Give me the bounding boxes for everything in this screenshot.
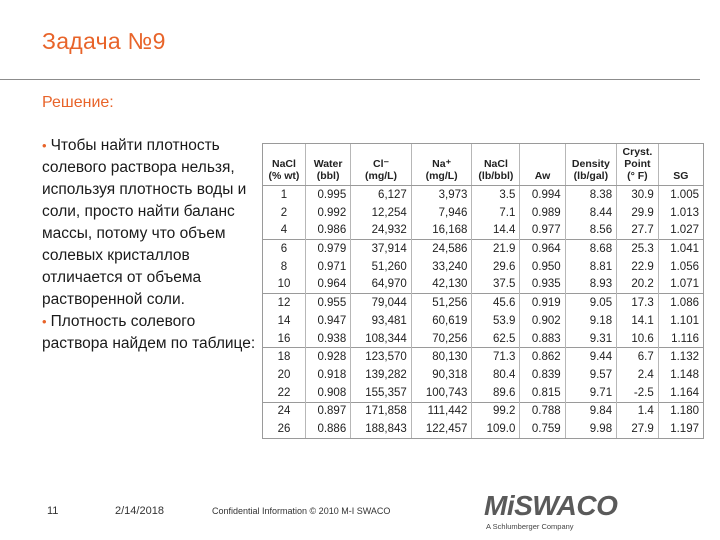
table-cell: 0.964 xyxy=(520,240,565,258)
table-cell: 0.788 xyxy=(520,402,565,420)
table-cell: 0.815 xyxy=(520,384,565,402)
paragraph-2 xyxy=(42,311,262,355)
table-cell: 24 xyxy=(263,402,305,420)
table-cell: 64,970 xyxy=(351,276,412,294)
table-cell: 1.005 xyxy=(658,186,703,204)
table-cell: 8 xyxy=(280,260,288,273)
table-cell: 62.5 xyxy=(472,330,520,348)
table-cell: 10.6 xyxy=(617,330,659,348)
table-cell: -2.5 xyxy=(617,384,659,402)
table-row xyxy=(263,312,703,330)
table-cell: 1.148 xyxy=(658,366,703,384)
table-cell: 0.839 xyxy=(520,366,565,384)
table-cell: 33,240 xyxy=(411,258,472,276)
table-cell: 29.9 xyxy=(617,204,659,222)
table-cell: 0.964 xyxy=(305,276,350,294)
table-cell: 14.4 xyxy=(472,221,520,239)
table-row xyxy=(263,402,703,420)
table-cell: 9.05 xyxy=(565,294,616,312)
table-cell: 108,344 xyxy=(351,330,412,348)
table-cell: 16,168 xyxy=(411,221,472,239)
table-header-row xyxy=(263,144,703,186)
table-cell: 24,932 xyxy=(351,221,412,239)
table-cell: 171,858 xyxy=(351,402,412,420)
footer-date: 2/14/2018 xyxy=(115,505,164,517)
table-cell: 0.994 xyxy=(520,186,565,204)
column-header-line: Density xyxy=(571,158,610,170)
table-cell: 20 xyxy=(277,368,291,381)
table-cell: 53.9 xyxy=(472,312,520,330)
table-cell: 9.44 xyxy=(565,348,616,366)
logo-sub-text: A Schlumberger Company xyxy=(486,522,574,531)
table-cell: 0.897 xyxy=(305,402,350,420)
table-cell: 0.928 xyxy=(305,348,350,366)
column-header-line: (lb/bbl) xyxy=(478,170,514,182)
column-header-line: Cryst. xyxy=(622,146,653,158)
column-header-line: Aw xyxy=(534,170,551,182)
slide-subtitle: Решение: xyxy=(42,94,114,111)
table-cell: 0.938 xyxy=(305,330,350,348)
table-cell: 3.5 xyxy=(472,186,520,204)
table-cell: 7,946 xyxy=(411,204,472,222)
table-cell: 6.7 xyxy=(617,348,659,366)
column-header-line: NaCl xyxy=(483,158,508,170)
table-cell: 70,256 xyxy=(411,330,472,348)
table-cell: 37,914 xyxy=(351,240,412,258)
table-cell: 1.4 xyxy=(617,402,659,420)
column-header xyxy=(263,144,305,186)
table-cell: 0.918 xyxy=(305,366,350,384)
table-row xyxy=(263,258,703,276)
table-cell: 20.2 xyxy=(617,276,659,294)
table-cell: 37.5 xyxy=(472,276,520,294)
column-header-line: (° F) xyxy=(627,170,648,182)
column-header-line: Water xyxy=(313,158,343,170)
table-cell: 8.93 xyxy=(565,276,616,294)
table-cell: 7.1 xyxy=(472,204,520,222)
table-cell: 30.9 xyxy=(617,186,659,204)
table-body xyxy=(263,186,703,439)
table-cell: 10 xyxy=(277,278,291,291)
table-cell: 2 xyxy=(280,206,288,219)
table-cell: 0.883 xyxy=(520,330,565,348)
table-row xyxy=(263,420,703,438)
table-row xyxy=(263,330,703,348)
table-cell: 8.56 xyxy=(565,221,616,239)
table-cell: 1 xyxy=(280,188,288,201)
table-row xyxy=(263,384,703,402)
table-row xyxy=(263,366,703,384)
table-cell: 9.84 xyxy=(565,402,616,420)
table-cell: 45.6 xyxy=(472,294,520,312)
table-cell: 0.955 xyxy=(305,294,350,312)
table-cell: 111,442 xyxy=(411,402,472,420)
column-header-line: (mg/L) xyxy=(425,170,458,182)
table-cell: 0.908 xyxy=(305,384,350,402)
table-cell: 0.992 xyxy=(305,204,350,222)
table-cell: 9.18 xyxy=(565,312,616,330)
table-cell: 3,973 xyxy=(411,186,472,204)
table-cell: 1.086 xyxy=(658,294,703,312)
column-header xyxy=(472,144,520,186)
table-cell: 80,130 xyxy=(411,348,472,366)
table-row xyxy=(263,348,703,366)
bullet-icon: • xyxy=(42,138,47,153)
paragraph-2-text: Плотность солевого раствора найдем по таблице: xyxy=(42,313,256,352)
column-header xyxy=(565,144,616,186)
table-cell: 29.6 xyxy=(472,258,520,276)
table-cell: 14.1 xyxy=(617,312,659,330)
table-cell: 0.759 xyxy=(520,420,565,438)
table-cell: 1.116 xyxy=(658,330,703,348)
table-cell: 8.44 xyxy=(565,204,616,222)
table-cell: 1.180 xyxy=(658,402,703,420)
table-cell: 17.3 xyxy=(617,294,659,312)
column-header-line: NaCl xyxy=(272,158,296,170)
table-cell: 1.027 xyxy=(658,221,703,239)
table-cell: 80.4 xyxy=(472,366,520,384)
table-row xyxy=(263,204,703,222)
table-cell: 90,318 xyxy=(411,366,472,384)
column-header-line: Point xyxy=(624,158,651,170)
table-cell: 25.3 xyxy=(617,240,659,258)
table-cell: 109.0 xyxy=(472,420,520,438)
company-logo xyxy=(484,490,704,534)
table-cell: 155,357 xyxy=(351,384,412,402)
column-header xyxy=(351,144,412,186)
table-cell: 99.2 xyxy=(472,402,520,420)
column-header-line: Na⁺ xyxy=(432,158,452,170)
table-cell: 1.013 xyxy=(658,204,703,222)
table-row xyxy=(263,294,703,312)
footer-confidential: Confidential Information © 2010 M-I SWACO xyxy=(212,506,391,516)
table-cell: 8.81 xyxy=(565,258,616,276)
bullet-icon: • xyxy=(42,314,47,329)
table-row xyxy=(263,186,703,204)
column-header xyxy=(617,144,659,186)
table-cell: 12,254 xyxy=(351,204,412,222)
column-header-line: Cl⁻ xyxy=(373,158,390,170)
table-cell: 0.935 xyxy=(520,276,565,294)
logo-main-text: MiSWACO xyxy=(484,490,618,521)
table-cell: 0.886 xyxy=(305,420,350,438)
table-cell: 1.164 xyxy=(658,384,703,402)
table-cell: 0.986 xyxy=(305,221,350,239)
column-header xyxy=(520,144,565,186)
table-cell: 123,570 xyxy=(351,348,412,366)
table-cell: 1.071 xyxy=(658,276,703,294)
table-cell: 8.38 xyxy=(565,186,616,204)
table-cell: 0.862 xyxy=(520,348,565,366)
table-cell: 93,481 xyxy=(351,312,412,330)
table-cell: 51,260 xyxy=(351,258,412,276)
table-cell: 26 xyxy=(277,423,291,436)
table-cell: 1.041 xyxy=(658,240,703,258)
table-cell: 0.950 xyxy=(520,258,565,276)
table-cell: 21.9 xyxy=(472,240,520,258)
table-cell: 139,282 xyxy=(351,366,412,384)
table-cell: 0.979 xyxy=(305,240,350,258)
table-row xyxy=(263,240,703,258)
table-cell: 27.9 xyxy=(617,420,659,438)
paragraph-1 xyxy=(42,135,262,311)
table-cell: 0.995 xyxy=(305,186,350,204)
table-cell: 51,256 xyxy=(411,294,472,312)
slide-title: Задача №9 xyxy=(42,28,166,54)
column-header-line: (% wt) xyxy=(268,170,300,182)
table-cell: 12 xyxy=(263,294,305,312)
table-cell: 9.71 xyxy=(565,384,616,402)
table-cell: 79,044 xyxy=(351,294,412,312)
table-cell: 6,127 xyxy=(351,186,412,204)
table-cell: 1.197 xyxy=(658,420,703,438)
table-cell: 0.989 xyxy=(520,204,565,222)
table-cell: 0.947 xyxy=(305,312,350,330)
table-cell: 1.132 xyxy=(658,348,703,366)
table-cell: 89.6 xyxy=(472,384,520,402)
column-header xyxy=(305,144,350,186)
table-cell: 9.57 xyxy=(565,366,616,384)
table-cell: 18 xyxy=(263,348,305,366)
column-header-line: SG xyxy=(673,170,689,182)
table-row xyxy=(263,276,703,294)
table-cell: 2.4 xyxy=(617,366,659,384)
column-header-line: (mg/L) xyxy=(364,170,398,182)
brine-properties-table xyxy=(262,143,704,439)
table-cell: 8.68 xyxy=(565,240,616,258)
table-cell: 9.98 xyxy=(565,420,616,438)
table-cell: 0.902 xyxy=(520,312,565,330)
table-cell: 42,130 xyxy=(411,276,472,294)
column-header-line: (lb/gal) xyxy=(573,170,609,182)
table-cell: 1.101 xyxy=(658,312,703,330)
table-cell: 1.056 xyxy=(658,258,703,276)
table-cell: 60,619 xyxy=(411,312,472,330)
table-cell: 188,843 xyxy=(351,420,412,438)
table-cell: 0.977 xyxy=(520,221,565,239)
body-text xyxy=(42,135,262,355)
table-cell: 22.9 xyxy=(617,258,659,276)
table-cell: 100,743 xyxy=(411,384,472,402)
table-cell: 16 xyxy=(277,332,291,345)
column-header xyxy=(658,144,703,186)
table-cell: 22 xyxy=(277,386,291,399)
table-cell: 0.919 xyxy=(520,294,565,312)
table-cell: 4 xyxy=(280,224,288,237)
table-cell: 71.3 xyxy=(472,348,520,366)
table-cell: 9.31 xyxy=(565,330,616,348)
table-row xyxy=(263,221,703,239)
column-header xyxy=(411,144,472,186)
title-divider xyxy=(0,79,700,80)
paragraph-1-text: Чтобы найти плотность солевого раствора нельзя, используя плотность воды и соли, просто найти баланс массы, потому что объем солевых кристаллов отличается от объема растворенной соли. xyxy=(42,137,247,308)
table-cell: 0.971 xyxy=(305,258,350,276)
table-cell: 24,586 xyxy=(411,240,472,258)
table-cell: 6 xyxy=(263,240,305,258)
table-cell: 122,457 xyxy=(411,420,472,438)
page-number: 11 xyxy=(47,505,59,517)
table-cell: 27.7 xyxy=(617,221,659,239)
column-header-line: (bbl) xyxy=(316,170,340,182)
table-cell: 14 xyxy=(277,314,291,327)
